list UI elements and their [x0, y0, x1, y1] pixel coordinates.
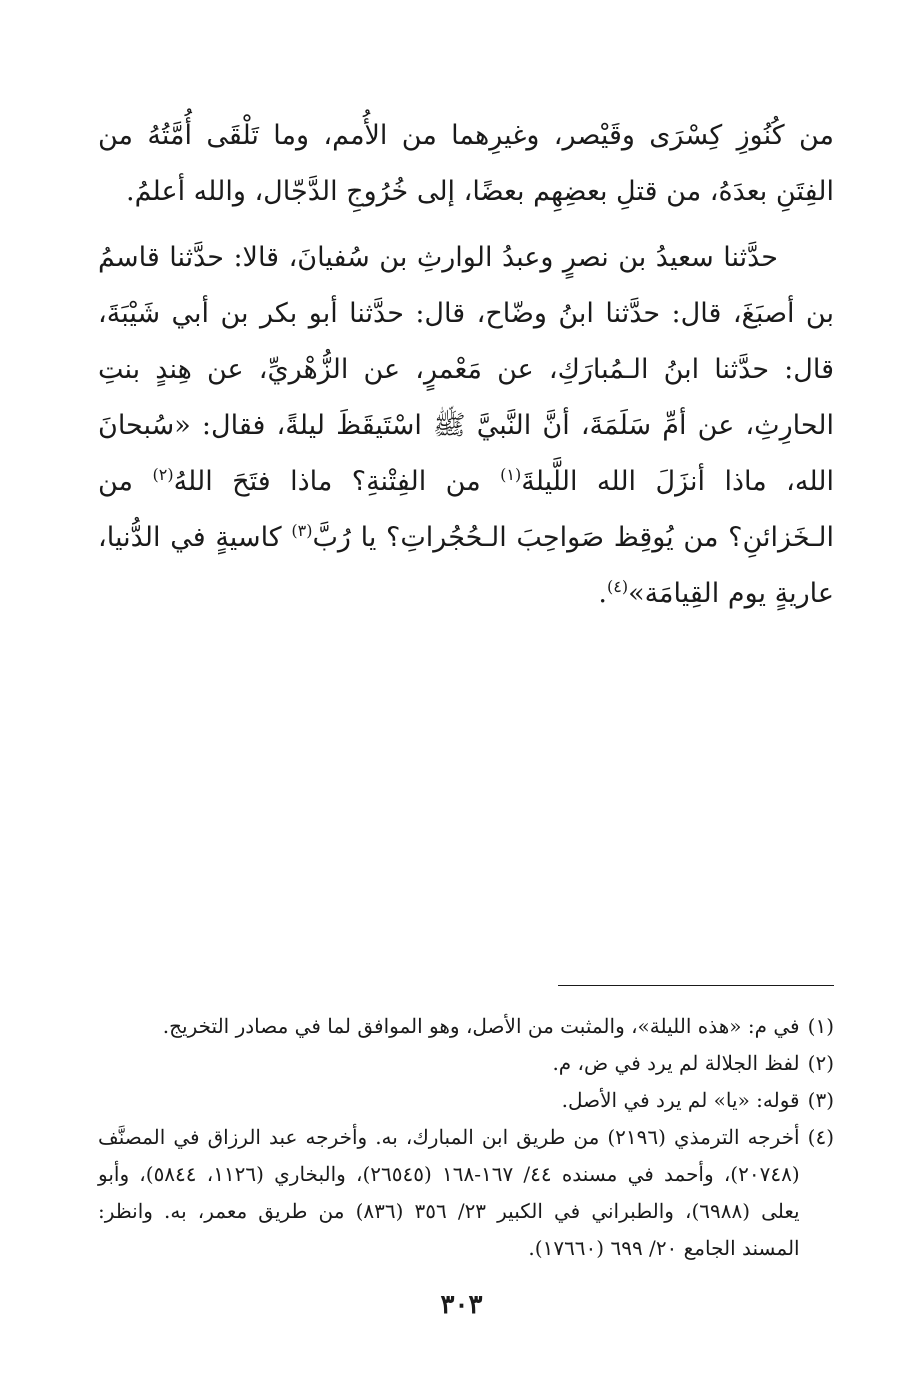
footnote-number: (٢) — [807, 1051, 834, 1075]
footnote-4 — [98, 1119, 834, 1267]
footnote-ref-1[interactable]: (١) — [500, 465, 522, 484]
paragraph-2-part-2: من الفِتْنةِ؟ ماذا فتَحَ اللهُ — [173, 466, 501, 497]
paragraph-2-part-4: كاسيةٍ في الدُّنيا، عاريةٍ يوم القِيامَة» — [98, 522, 834, 609]
paragraph-2-end: . — [598, 578, 607, 609]
paragraph-1: من كُنُوزِ كِسْرَى وقَيْصر، وغيرِهما من الأُمم، وما تَلْقَى أُمَّتُهُ من الفِتَنِ بعدَهُ، من قتلِ بعضِهِم بعضًا، إلى خُرُوجِ الدَّجّال، والله أعلمُ. — [98, 120, 834, 207]
footnote-number: (٣) — [807, 1088, 834, 1112]
footnote-number: (٤) — [807, 1125, 834, 1149]
main-text — [98, 108, 834, 622]
paragraph-2 — [98, 230, 834, 622]
footnote-2 — [98, 1045, 834, 1082]
footnotes — [98, 1008, 834, 1267]
footnote-ref-4[interactable]: (٤) — [606, 577, 629, 596]
footnote-1 — [98, 1008, 834, 1045]
paragraph-2-part-3: من الـخَزائنِ؟ من يُوقِظ صَواحِبَ الـحُجُراتِ؟ يا رُبَّ — [98, 466, 834, 553]
footnote-text: لفظ الجلالة لم يرد في ض، م. — [552, 1051, 800, 1075]
page-number: ٣٠٣ — [440, 1290, 483, 1320]
paragraph-2-part-1: حدَّثنا سعيدُ بن نصرٍ وعبدُ الوارثِ بن سُفيانَ، قالا: حدَّثنا قاسمُ بن أصبَغَ، قال: حدَّثنا ابنُ وضّاح، قال: حدَّثنا أبو بكر بن أبي شَيْبَةَ، قال: حدَّثنا ابنُ الـمُبارَكِ، عن مَعْمرٍ، عن الزُّهْريِّ، عن هِندٍ بنتِ الحارِثِ، عن أمِّ سَلَمَةَ، أنَّ النَّبيَّ ﷺ اسْتَيقَظَ ليلةً، فقال: «سُبحانَ الله، ماذا أنزَلَ الله اللَّيلةَ — [98, 242, 834, 497]
footnote-text: قوله: «يا» لم يرد في الأصل. — [561, 1088, 800, 1112]
footnote-3 — [98, 1082, 834, 1119]
footnote-text: أخرجه الترمذي (٢١٩٦) من طريق ابن المبارك، به. وأخرجه عبد الرزاق في المصنَّف (٢٠٧٤٨)، وأحمد في مسنده ٤٤/ ١٦٧-١٦٨ (٢٦٥٤٥)، والبخاري (١١٢٦، ٥٨٤٤)، وأبو يعلى (٦٩٨٨)، والطبراني في الكبير ٢٣/ ٣٥٦ (٨٣٦) من طريق معمر، به. وانظر: المسند الجامع ٢٠/ ٦٩٩ (١٧٦٦٠). — [98, 1125, 800, 1260]
footnote-ref-2[interactable]: (٢) — [152, 465, 174, 484]
footnote-text: في م: «هذه الليلة»، والمثبت من الأصل، وهو الموافق لما في مصادر التخريج. — [162, 1014, 800, 1038]
footnote-separator — [558, 985, 834, 986]
footnote-number: (١) — [807, 1014, 834, 1038]
footnote-ref-3[interactable]: (٣) — [291, 521, 313, 540]
